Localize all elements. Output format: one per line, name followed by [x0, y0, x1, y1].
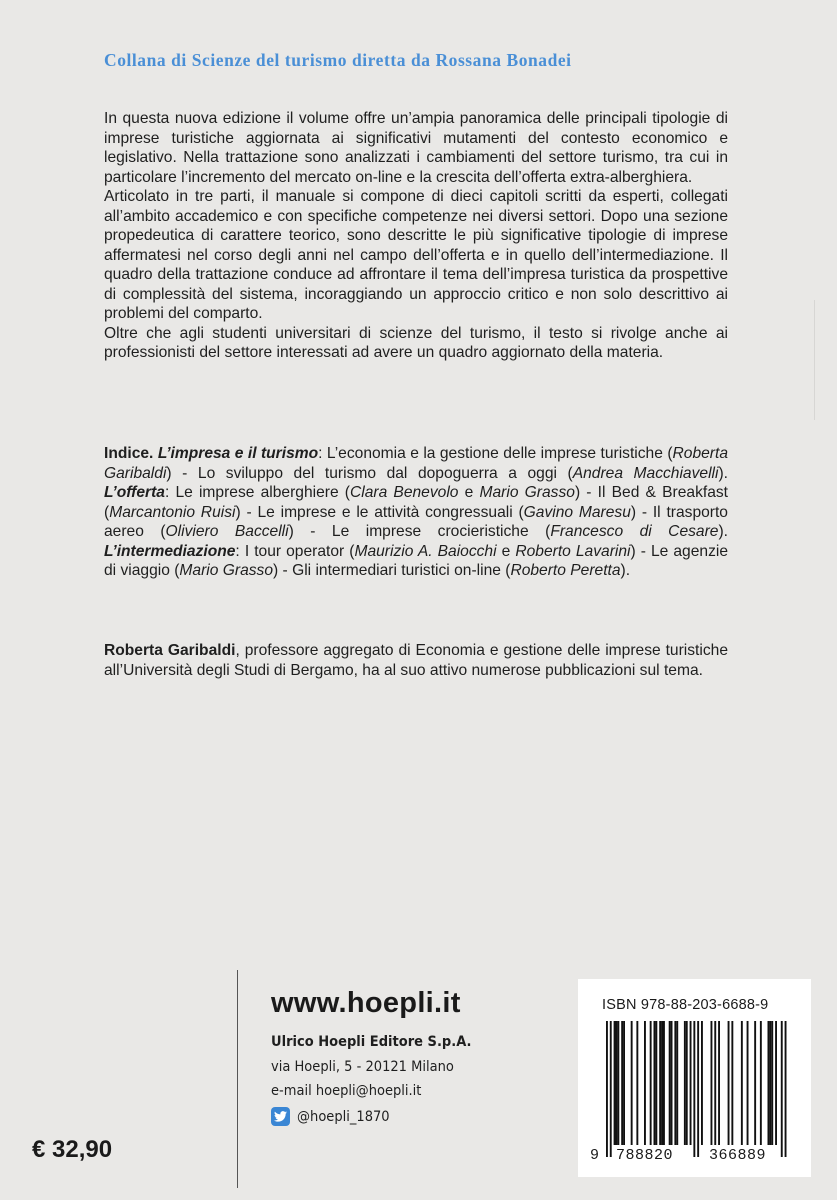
author-name: Roberta Garibaldi	[104, 642, 236, 659]
series-title: Collana di Scienze del turismo diretta da Rossana Bonadei	[104, 50, 572, 70]
index-chapter-author: Roberta Garibaldi	[104, 445, 729, 482]
index-text: e	[496, 542, 516, 560]
barcode-bar	[754, 1021, 756, 1145]
index-part-title: L’offerta	[104, 484, 165, 501]
isbn-barcode	[578, 979, 811, 1177]
barcode-bar	[676, 1021, 678, 1145]
barcode-bar	[669, 1021, 671, 1145]
index-chapter-author: Marcantonio Ruisi	[109, 503, 236, 521]
publisher-info	[271, 987, 531, 1126]
barcode-bar	[663, 1021, 665, 1145]
index-chapter-title: ) - Le imprese crocieristiche (	[288, 523, 551, 540]
publisher-twitter	[271, 1107, 531, 1126]
barcode-bar	[659, 1021, 661, 1145]
isbn-label: ISBN 978-88-203-6688-9	[602, 997, 769, 1013]
index-chapter-title: L’economia e la gestione delle imprese turistiche (	[326, 445, 673, 462]
book-description	[104, 109, 728, 363]
barcode-bar	[623, 1021, 625, 1145]
index-text: e	[458, 484, 480, 501]
barcode-bar	[654, 1021, 656, 1145]
description-paragraph: Oltre che agli studenti universitari di scienze del turismo, il testo si rivolge anche ai professionisti del settore interessati ad avere un quadro aggiornato della materia.	[104, 324, 728, 361]
barcode-bar	[610, 1021, 612, 1157]
barcode-bar	[775, 1021, 777, 1145]
barcode-bar	[760, 1021, 762, 1145]
index-label: Indice.	[104, 445, 154, 462]
barcode-bar	[617, 1021, 619, 1145]
barcode-bar	[741, 1021, 743, 1145]
barcode-bar	[644, 1021, 646, 1145]
barcode-bar	[655, 1021, 657, 1145]
description-paragraph: In questa nuova edizione il volume offre un’ampia panoramica delle principali tipologie di imprese turistiche aggiornata ai significativi mutamenti del contesto economico e legislativo. Nella trattazione sono analizzati i cambiamenti del settore turismo, tra cui in particolare l’incremento del mercato on-line e la crescita dell’offerta extra-alberghiera.	[104, 110, 728, 186]
index-part-title: L’impresa e il turismo	[157, 445, 319, 462]
barcode-bar	[661, 1021, 663, 1145]
author-bio	[104, 641, 728, 680]
barcode-digits	[578, 1147, 811, 1167]
index-chapter-author: Gavino Maresu	[523, 503, 631, 521]
twitter-handle: @hoepli_1870	[297, 1108, 390, 1125]
barcode-bar	[718, 1021, 720, 1145]
index-text: ).	[620, 562, 631, 579]
index-chapter-title: ) - Le agenzie di viaggio (	[104, 542, 729, 579]
publisher-name: Ulrico Hoepli Editore S.p.A.	[271, 1034, 472, 1050]
barcode-bar	[614, 1021, 616, 1145]
twitter-icon	[271, 1107, 290, 1126]
barcode-bar	[771, 1021, 773, 1145]
index-chapter-author: Mario Grasso	[479, 484, 575, 501]
index-chapter-title: I tour operator (	[244, 542, 355, 560]
index-chapter-title: ) - Il Bed & Breakfast (	[104, 484, 728, 521]
index-text: :	[235, 542, 245, 560]
barcode-bar	[693, 1021, 695, 1157]
index-chapter-author: Andrea Macchiavelli	[572, 464, 719, 482]
barcode-bar	[714, 1021, 716, 1145]
barcode-bar	[690, 1021, 692, 1145]
index-text: :	[164, 484, 176, 501]
index-chapter-author: Roberto Lavarini	[515, 542, 631, 560]
index-chapter-title: Le imprese alberghiere (	[175, 484, 350, 501]
barcode-bar	[636, 1021, 638, 1145]
barcode-bar	[747, 1021, 749, 1145]
barcode-bar	[671, 1021, 673, 1145]
index-chapter-author: Clara Benevolo	[350, 484, 459, 501]
description-paragraph: Articolato in tre parti, il manuale si compone di dieci capitoli scritti da esperti, collegati all’ambito accademico e con specifiche competenze nei diversi settori. Dopo una sezione propedeutica di carattere teorico, sono descritte le più significative tipologie di imprese affermatesi nel corso degli anni nel campo dell’offerta e in quello dell’intermediazione. Il quadro della trattazione conduce ad affrontare il tema dell’impresa turistica da prospettive di complessità del sistema, incoraggiando un approccio critico e non solo descrittivo ai problemi del comparto.	[104, 188, 728, 322]
barcode-bar	[785, 1021, 787, 1157]
page-edge-line	[814, 300, 815, 420]
index-chapter-title: ) - Lo sviluppo del turismo dal dopoguerra a oggi (	[166, 464, 573, 482]
barcode-bar	[650, 1021, 652, 1145]
index-chapter-title: ) - Gli intermediari turistici on-line (	[273, 562, 511, 579]
publisher-website: www.hoepli.it	[271, 987, 461, 1019]
barcode-bar	[768, 1021, 770, 1145]
index-chapter-title: ) - Le imprese e le attività congressuali (	[235, 503, 524, 521]
index-text: ).	[718, 464, 728, 482]
index-text: ).	[718, 523, 728, 540]
barcode-bar	[684, 1021, 686, 1145]
barcode-bar	[606, 1021, 608, 1157]
barcode-bar	[616, 1021, 618, 1145]
barcode-bar	[728, 1021, 730, 1145]
barcode-bar	[697, 1021, 699, 1157]
barcode-bar	[701, 1021, 703, 1145]
barcode-bar	[769, 1021, 771, 1145]
vertical-divider	[237, 970, 238, 1188]
index-chapter-author: Oliviero Baccelli	[165, 523, 289, 540]
barcode-bar	[686, 1021, 688, 1145]
barcode-digits-left: 788820	[616, 1147, 674, 1164]
barcode-digits-right: 366889	[709, 1147, 767, 1164]
table-of-contents	[104, 444, 728, 581]
index-chapter-author: Mario Grasso	[179, 562, 274, 579]
index-chapter-author: Roberto Peretta	[510, 562, 621, 579]
barcode-bar	[781, 1021, 783, 1157]
index-text: :	[318, 445, 327, 462]
barcode-digit-first: 9	[590, 1147, 600, 1164]
index-chapter-title: ) - Il trasporto aereo (	[104, 503, 728, 540]
index-part-title: L’intermediazione	[104, 542, 236, 560]
index-chapter-author: Maurizio A. Baiocchi	[354, 542, 497, 560]
price: € 32,90	[32, 1136, 113, 1163]
barcode-bar	[731, 1021, 733, 1145]
publisher-address: via Hoepli, 5 - 20121 Milano	[271, 1059, 454, 1075]
author-bio-text: , professore aggregato di Economia e gestione delle imprese turistiche all’Università degli Studi di Bergamo, ha al suo attivo numerose pubblicazioni sul tema.	[104, 642, 728, 679]
barcode-bar	[674, 1021, 676, 1145]
barcode-bar	[711, 1021, 713, 1145]
index-chapter-author: Francesco di Cesare	[550, 523, 719, 540]
publisher-email: e-mail hoepli@hoepli.it	[271, 1083, 422, 1099]
barcode-bar	[621, 1021, 623, 1145]
barcode-bar	[631, 1021, 633, 1145]
